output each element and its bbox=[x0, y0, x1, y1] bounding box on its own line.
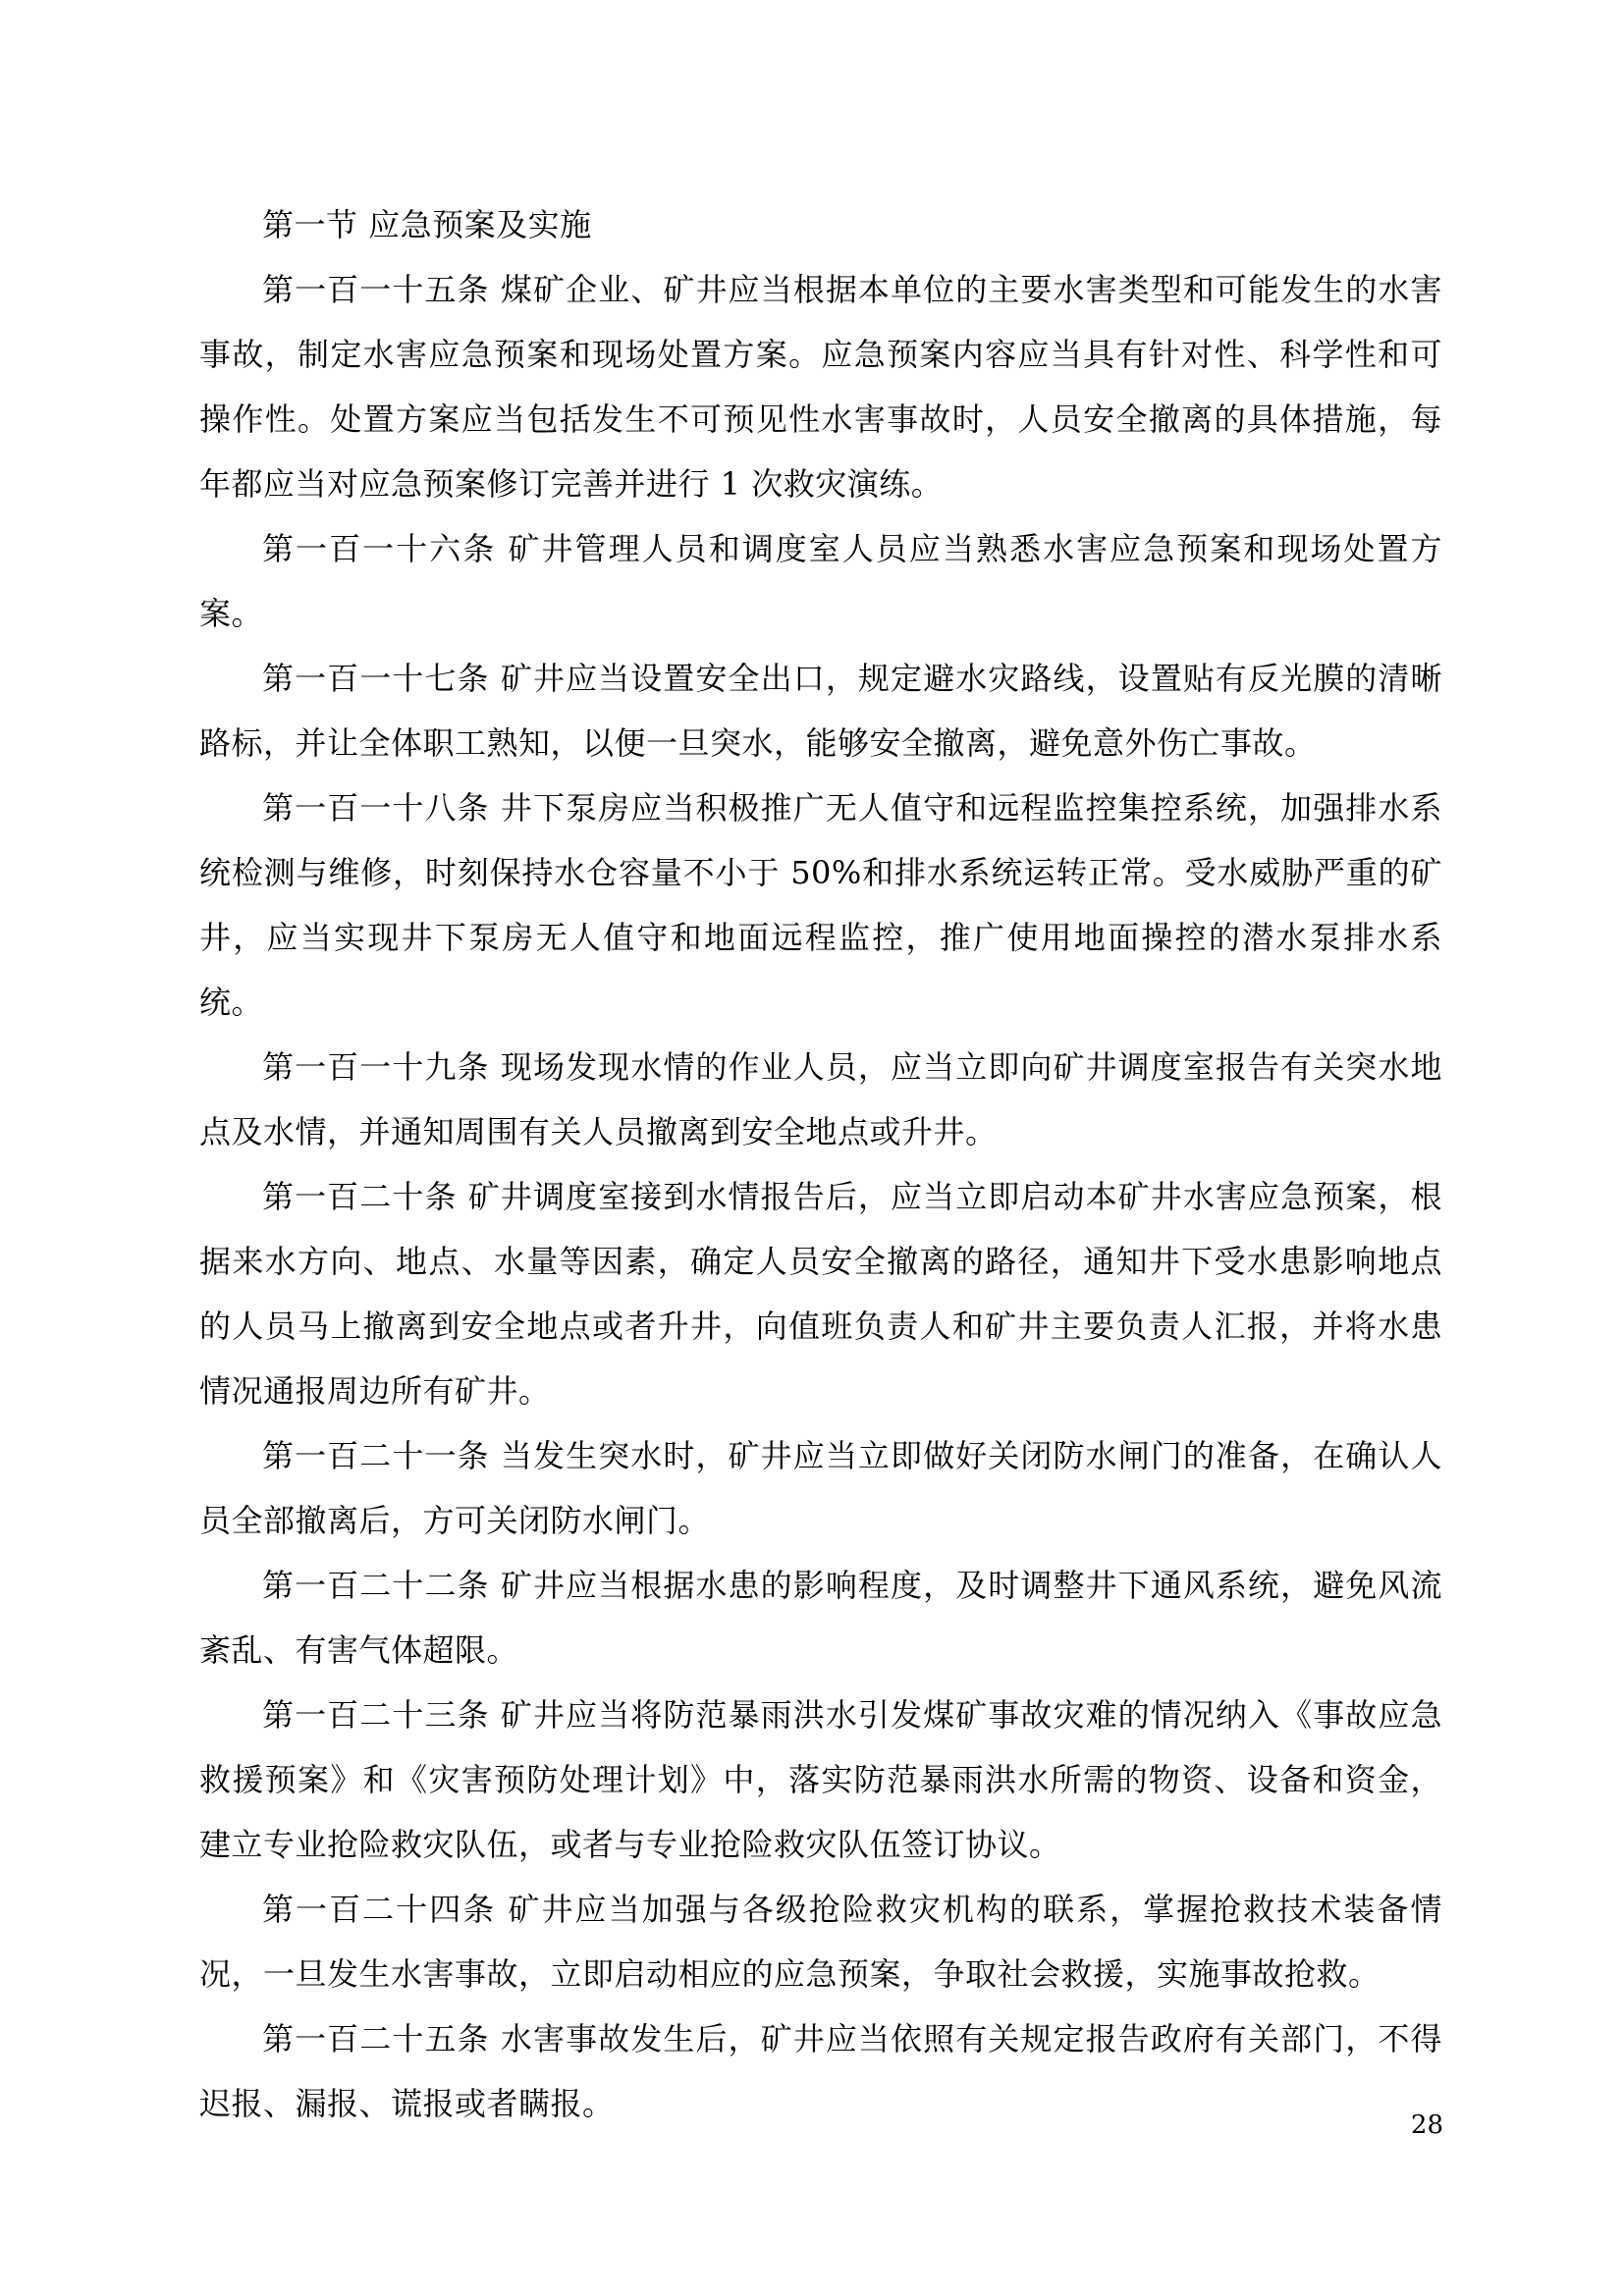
article-115: 第一百一十五条 煤矿企业、矿井应当根据本单位的主要水害类型和可能发生的水害事故，制定水害应急预案和现场处置方案。应急预案内容应当具有针对性、科学性和可操作性。处置方案应当包括发生不可预见性水害事故时，人员安全撤离的具体措施，每年都应当对应急预案修订完善并进行 1 次救灾演练。 bbox=[199, 271, 1442, 503]
article-116: 第一百一十六条 矿井管理人员和调度室人员应当熟悉水害应急预案和现场处置方案。 bbox=[199, 530, 1442, 632]
article-119: 第一百一十九条 现场发现水情的作业人员，应当立即向矿井调度室报告有关突水地点及水情，并通知周围有关人员撤离到安全地点或升井。 bbox=[199, 1048, 1442, 1150]
section-heading: 第一节 应急预案及实施 bbox=[262, 206, 592, 243]
document-body bbox=[199, 192, 1442, 2136]
article-120: 第一百二十条 矿井调度室接到水情报告后，应当立即启动本矿井水害应急预案，根据来水方向、地点、水量等因素，确定人员安全撤离的路径，通知井下受水患影响地点的人员马上撤离到安全地点或者升井，向值班负责人和矿井主要负责人汇报，并将水患情况通报周边所有矿井。 bbox=[199, 1178, 1442, 1410]
article-124: 第一百二十四条 矿井应当加强与各级抢险救灾机构的联系，掌握抢救技术装备情况，一旦发生水害事故，立即启动相应的应急预案，争取社会救援，实施事故抢救。 bbox=[199, 1891, 1442, 1993]
article-123: 第一百二十三条 矿井应当将防范暴雨洪水引发煤矿事故灾难的情况纳入《事故应急救援预案》和《灾害预防处理计划》中，落实防范暴雨洪水所需的物资、设备和资金，建立专业抢险救灾队伍，或者与专业抢险救灾队伍签订协议。 bbox=[199, 1696, 1442, 1863]
article-121: 第一百二十一条 当发生突水时，矿井应当立即做好关闭防水闸门的准备，在确认人员全部撤离后，方可关闭防水闸门。 bbox=[199, 1437, 1442, 1539]
article-122: 第一百二十二条 矿井应当根据水患的影响程度，及时调整井下通风系统，避免风流紊乱、有害气体超限。 bbox=[199, 1567, 1442, 1669]
article-117: 第一百一十七条 矿井应当设置安全出口，规定避水灾路线，设置贴有反光膜的清晰路标，并让全体职工熟知，以便一旦突水，能够安全撤离，避免意外伤亡事故。 bbox=[199, 660, 1442, 762]
page-number: 28 bbox=[1410, 2110, 1443, 2140]
article-118: 第一百一十八条 井下泵房应当积极推广无人值守和远程监控集控系统，加强排水系统检测与维修，时刻保持水仓容量不小于 50%和排水系统运转正常。受水威胁严重的矿井，应当实现井下泵房无人值守和地面远程监控，推广使用地面操控的潜水泵排水系统。 bbox=[199, 789, 1442, 1021]
article-125: 第一百二十五条 水害事故发生后，矿井应当依照有关规定报告政府有关部门，不得迟报、漏报、谎报或者瞒报。 bbox=[199, 2020, 1442, 2122]
